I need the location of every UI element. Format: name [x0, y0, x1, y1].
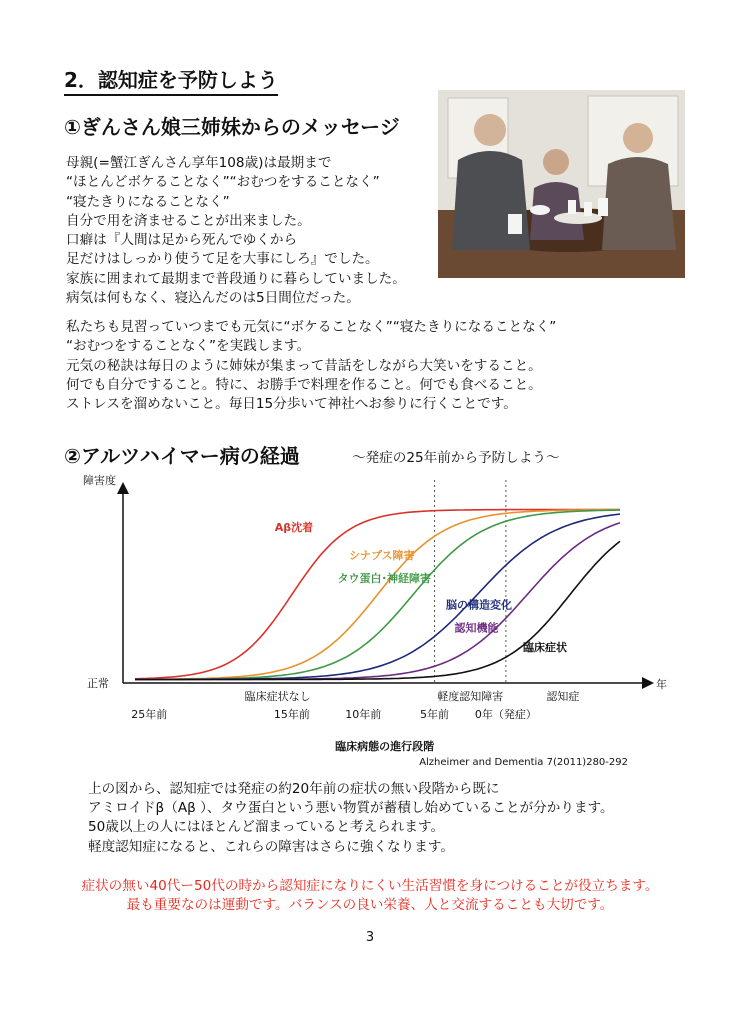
text-line: “ほとんどボケることなく”“おむつをすることなく”: [66, 174, 380, 191]
series-line: [135, 514, 620, 679]
message-heading: ①ぎんさん娘三姉妹からのメッセージ: [64, 115, 400, 139]
message-paragraph-1: [66, 154, 406, 308]
text-line: “寝たきりになることなく”: [66, 193, 230, 210]
text-line: “おむつをすることなく”を実践します。: [66, 338, 311, 355]
alzheimer-heading: ②アルツハイマー病の経過: [64, 444, 300, 468]
text-line: 口癖は『人間は足から死んでゆくから: [66, 232, 298, 249]
chart-svg: [60, 470, 667, 780]
x-tick-label: 5年前: [420, 708, 450, 721]
text-line: 足だけはしっかり使うて足を大事にしろ』でした。: [66, 251, 379, 268]
alzheimer-subheading: ～発症の25年前から予防しよう～: [352, 450, 560, 466]
message-paragraph-2: [66, 318, 556, 414]
text-line: アミロイドβ（Aβ ）、タウ蛋白という悪い物質が蓄積し始めていることが分かります。: [88, 800, 614, 817]
series-label: 臨床症状: [523, 641, 567, 655]
series-label: 認知機能: [454, 621, 499, 635]
series-label: 脳の構造変化: [445, 598, 512, 612]
sisters-photo: [438, 90, 685, 278]
series-line: [135, 523, 620, 680]
x-axis-label: 年: [656, 678, 667, 691]
series-label: タウ蛋白･神経障害: [337, 572, 432, 586]
stage-label: 軽度認知障害: [437, 690, 504, 703]
x-tick-label: 10年前: [345, 708, 382, 721]
stage-label: 認知症: [546, 690, 580, 703]
series-label: シナプス障害: [348, 549, 415, 563]
photo-illustration: [438, 90, 685, 278]
text-line: 母親(=蟹江ぎんさん享年108歳)は最期まで: [66, 155, 332, 171]
text-line: 家族に囲まれて最期まで普段通りに暮らしていました。: [66, 270, 406, 287]
y-axis-label: 障害度: [83, 474, 116, 487]
text-line: 何でも自分ですること。特に、お勝手で料理を作ること。何でも食べること。: [66, 376, 542, 393]
page-number: 3: [365, 930, 375, 945]
series-label: Aβ沈着: [274, 520, 314, 534]
text-line: 上の図から、認知症では発症の約20年前の症状の無い段階から既に: [88, 781, 500, 797]
text-line: ストレスを溜めないこと。毎日15分歩いて神社へお参りに行くことです。: [66, 396, 517, 413]
text-line: 病気は何もなく、寝込んだのは5日間位だった。: [66, 290, 360, 307]
text-line: 軽度認知症になると、これらの障害はさらに強くなります。: [88, 838, 454, 855]
chart-title: 臨床病態の進行段階: [335, 740, 435, 753]
x-tick-label: 15年前: [273, 708, 310, 721]
explanation: [88, 780, 614, 857]
y-normal-label: 正常: [87, 677, 109, 690]
x-tick-label: 25年前: [131, 708, 168, 721]
alzheimer-progression-chart: [60, 470, 667, 780]
highlight-line-2: 最も重要なのは運動です。バランスの良い栄養、人と交流することも大切です。: [126, 897, 614, 913]
text-line: 元気の秘訣は毎日のように姉妹が集まって昔話をしながら大笑いをすること。: [66, 357, 542, 374]
text-line: 50歳以上の人にはほとんど溜まっていると考えられます。: [88, 819, 445, 836]
stage-label: 臨床症状なし: [244, 690, 311, 703]
text-line: 私たちも見習っていつまでも元気に“ボケることなく”“寝たきりになることなく”: [66, 319, 557, 335]
x-tick-label: 0年（発症）: [474, 708, 537, 721]
section-title: 2．認知症を予防しよう: [64, 64, 278, 96]
text-line: 自分で用を済ませることが出来ました。: [66, 212, 311, 229]
chart-source: Alzheimer and Dementia 7(2011)280-292: [419, 757, 628, 768]
highlight-line-1: 症状の無い40代ー50代の時から認知症になりにくい生活習慣を身につけることが役立ちます。: [81, 878, 659, 894]
